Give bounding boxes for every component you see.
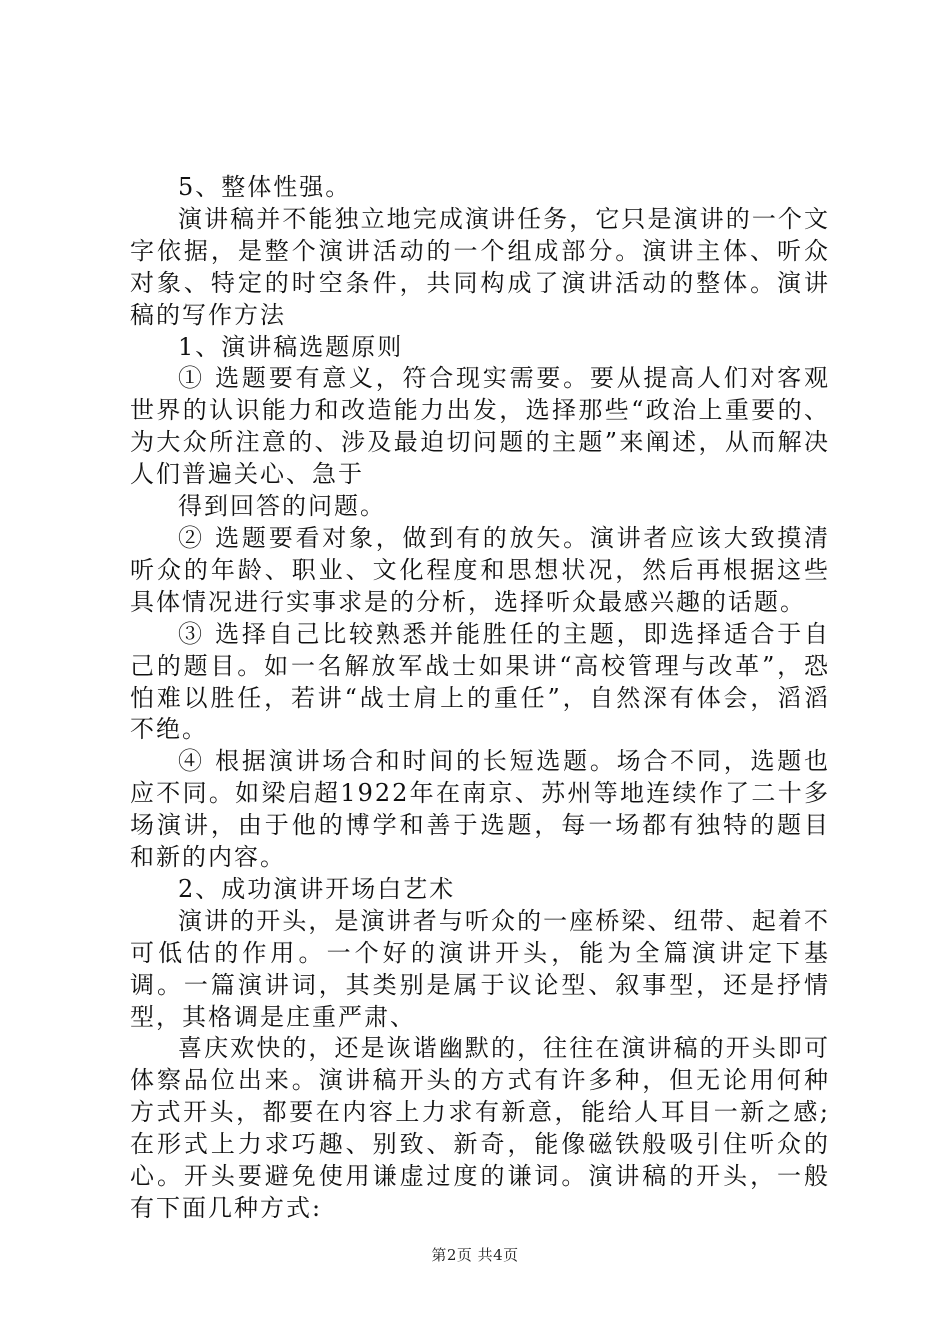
paragraph: ② 选题要看对象，做到有的放矢。演讲者应该大致摸清听众的年龄、职业、文化程度和思想状况，然后再根据这些具体情况进行实事求是的分析，选择听众最感兴趣的话题。 [130,523,830,616]
heading-item-5: 5、整体性强。 [178,173,352,201]
paragraph: ① 选题要有意义，符合现实需要。要从提高人们对客观世界的认识能力和改造能力出发，选择那些“政治上重要的、为大众所注意的、涉及最迫切问题的主题”来阐述，从而解决人们普遍关心、急于 [130,364,830,489]
paragraph: 喜庆欢快的，还是诙谐幽默的，往往在演讲稿的开头即可体察品位出来。演讲稿开头的方式有许多种，但无论用何种方式开头，都要在内容上力求有新意，能给人耳目一新之感;在形式上力求巧趣、别致、新奇，能像磁铁般吸引住听众的心。开头要避免使用谦虚过度的谦词。演讲稿的开头，一般有下面几种方式: [130,1034,830,1222]
paragraph: 得到回答的问题。 [178,492,386,521]
paragraph: ④ 根据演讲场合和时间的长短选题。场合不同，选题也应不同。如梁启超1922年在南京、苏州等地连续作了二十多场演讲，由于他的博学和善于选题，每一场都有独特的题目和新的内容。 [130,747,830,872]
heading-section-2: 2、成功演讲开场白艺术 [178,874,456,903]
paragraph: 演讲的开头，是演讲者与听众的一座桥梁、纽带、起着不可低估的作用。一个好的演讲开头，能为全篇演讲定下基调。一篇演讲词，其类别是属于议论型、叙事型，还是抒情型，其格调是庄重严肃、 [130,906,830,1031]
paragraph: ③ 选择自己比较熟悉并能胜任的主题，即选择适合于自己的题目。如一名解放军战士如果讲“高校管理与改革”，恐怕难以胜任，若讲“战士肩上的重任”，自然深有体会，滔滔不绝。 [130,619,830,744]
document-body [130,172,830,1225]
paragraph: 演讲稿并不能独立地完成演讲任务，它只是演讲的一个文字依据，是整个演讲活动的一个组成部分。演讲主体、听众对象、特定的时空条件，共同构成了演讲活动的整体。演讲稿的写作方法 [130,204,830,329]
heading-section-1: 1、演讲稿选题原则 [178,332,404,361]
page-footer: 第2页 共4页 [431,1246,519,1264]
